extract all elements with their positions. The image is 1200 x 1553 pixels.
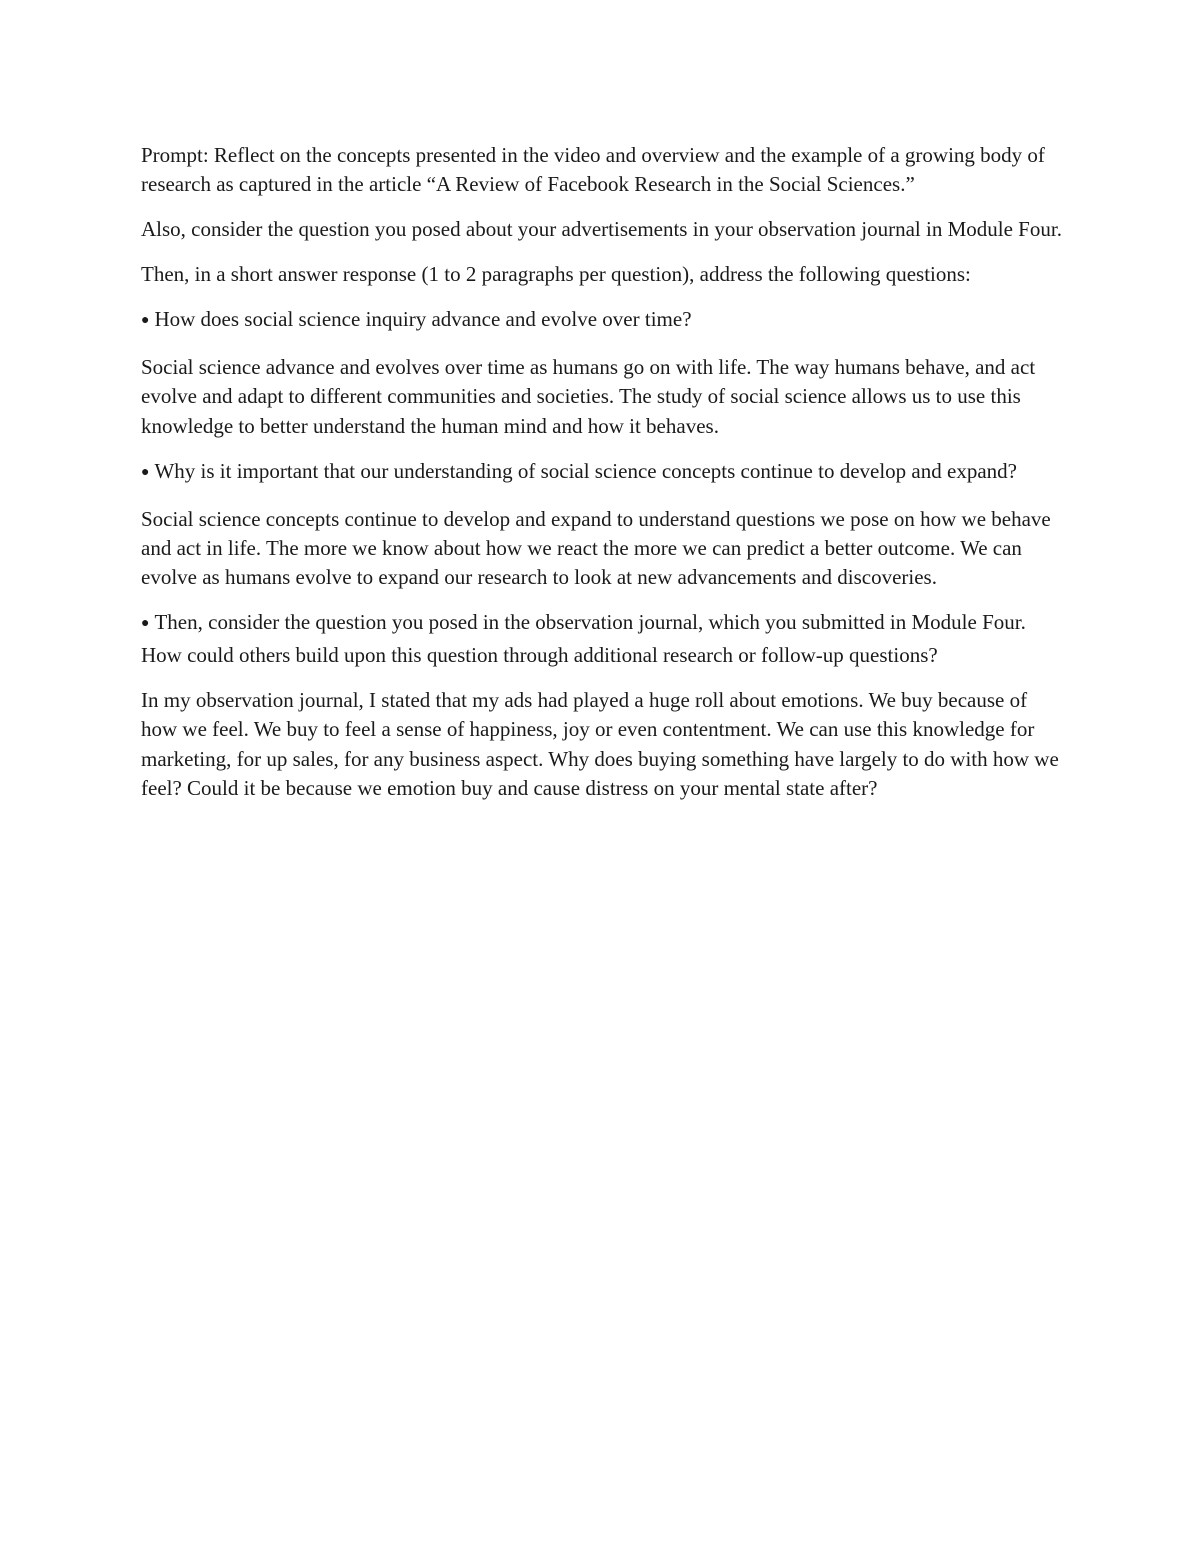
bullet-icon: ● (141, 616, 150, 632)
question-3-text: Then, consider the question you posed in the observation journal, which you submitted in Module Four. How could others build upon this question through additional research or follow-up questions? (141, 610, 1026, 667)
response-instruction-paragraph: Then, in a short answer response (1 to 2 paragraphs per question), address the following questions: (141, 262, 971, 287)
document-body (141, 141, 1063, 819)
question-1-text: How does social science inquiry advance and evolve over time? (154, 307, 692, 332)
answer-2: Social science concepts continue to develop and expand to understand questions we pose on how we behave and act in life. The more we know about how we react the more we can predict a better outcome. We can evolve as humans evolve to expand our research to look at new advancements and discoveries. (141, 506, 1051, 590)
bullet-icon: ● (141, 313, 150, 329)
question-1 (141, 305, 1063, 337)
instruction-paragraph: Also, consider the question you posed about your advertisements in your observation journal in Module Four. (141, 217, 1062, 242)
answer-3: In my observation journal, I stated that my ads had played a huge roll about emotions. We buy because of how we feel. We buy to feel a sense of happiness, joy or even contentment. We can use this knowledge for marketing, for up sales, for any business aspect. Why does buying something have largely to do with how we feel? Could it be because we emotion buy and cause distress on your mental state after? (141, 687, 1059, 800)
prompt-paragraph: Prompt: Reflect on the concepts presented in the video and overview and the example of a growing body of research as captured in the article “A Review of Facebook Research in the Social Sciences.” (141, 143, 1045, 197)
question-2 (141, 457, 1063, 489)
answer-1: Social science advance and evolves over time as humans go on with life. The way humans behave, and act evolve and adapt to different communities and societies. The study of social science allows us to use this knowledge to better understand the human mind and how it behaves. (141, 355, 1036, 438)
question-2-text: Why is it important that our understanding of social science concepts continue to develop and expand? (154, 458, 1017, 483)
bullet-icon: ● (141, 464, 150, 480)
question-3 (141, 608, 1063, 670)
